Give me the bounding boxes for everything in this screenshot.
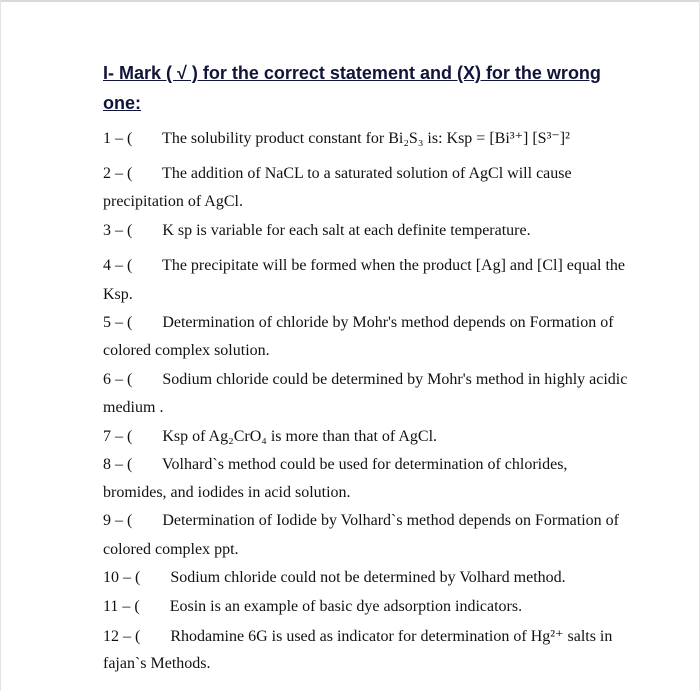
question-text-cont: fajan`s Methods. xyxy=(103,655,211,672)
question-number: 11 – ( xyxy=(103,598,140,615)
question-12 xyxy=(103,626,612,646)
question-number: 9 – ( xyxy=(103,512,133,529)
question-number: 10 – ( xyxy=(103,569,141,586)
question-text: Determination of chloride by Mohr's method depends on Formation of xyxy=(162,314,614,331)
heading-line-2: one: xyxy=(103,93,141,113)
question-12-cont xyxy=(103,655,211,673)
question-10 xyxy=(103,569,566,587)
heading-line-1: I- Mark ( √ ) for the correct statement and (X) for the wrong xyxy=(103,63,601,83)
question-number: 1 – ( xyxy=(103,130,133,147)
question-text: K sp is variable for each salt at each definite temperature. xyxy=(162,222,531,239)
question-text: Ksp of Ag₂CrO₄ is more than that of AgCl. xyxy=(162,428,438,445)
question-1 xyxy=(103,128,570,148)
question-number: 3 – ( xyxy=(103,222,133,239)
question-8-cont xyxy=(103,484,351,502)
question-text-cont: Ksp. xyxy=(103,286,133,303)
left-border xyxy=(0,0,1,691)
question-number: 7 – ( xyxy=(103,428,133,445)
question-2-cont xyxy=(103,193,243,211)
question-8 xyxy=(103,456,567,474)
question-text: Sodium chloride could be determined by Mohr's method in highly acidic xyxy=(162,371,628,388)
question-2 xyxy=(103,165,572,183)
question-7 xyxy=(103,428,437,446)
section-heading xyxy=(103,58,663,118)
question-text-cont: medium . xyxy=(103,399,164,416)
question-text-cont: bromides, and iodides in acid solution. xyxy=(103,484,351,501)
question-6-cont xyxy=(103,399,163,417)
question-number: 6 – ( xyxy=(103,371,133,388)
question-text-cont: colored complex ppt. xyxy=(103,541,239,558)
question-text: Eosin is an example of basic dye adsorption indicators. xyxy=(169,598,523,615)
question-number: 4 – ( xyxy=(103,257,133,274)
top-border xyxy=(0,0,700,2)
question-9 xyxy=(103,512,619,530)
question-text: Sodium chloride could not be determined by Volhard method. xyxy=(170,569,566,586)
question-4-cont xyxy=(103,286,133,304)
question-text: Volhard`s method could be used for determination of chlorides, xyxy=(162,456,568,473)
question-text: The precipitate will be formed when the product [Ag] and [Cl] equal the xyxy=(162,257,625,274)
question-6 xyxy=(103,371,627,389)
question-number: 2 – ( xyxy=(103,165,133,182)
question-9-cont xyxy=(103,541,239,559)
question-4 xyxy=(103,257,625,275)
question-number: 8 – ( xyxy=(103,456,133,473)
question-text: Rhodamine 6G is used as indicator for determination of Hg²⁺ salts in xyxy=(170,628,613,645)
question-text: The solubility product constant for Bi₂S₃ is: Ksp = [Bi³⁺] [S³⁻]² xyxy=(162,130,570,147)
question-text: The addition of NaCL to a saturated solution of AgCl will cause xyxy=(162,165,572,182)
question-number: 12 – ( xyxy=(103,628,141,645)
question-5 xyxy=(103,314,614,332)
question-11 xyxy=(103,598,522,616)
question-5-cont xyxy=(103,342,270,360)
question-3 xyxy=(103,222,531,240)
question-text-cont: precipitation of AgCl. xyxy=(103,193,243,210)
question-number: 5 – ( xyxy=(103,314,133,331)
question-text: Determination of Iodide by Volhard`s method depends on Formation of xyxy=(162,512,619,529)
question-text-cont: colored complex solution. xyxy=(103,342,270,359)
